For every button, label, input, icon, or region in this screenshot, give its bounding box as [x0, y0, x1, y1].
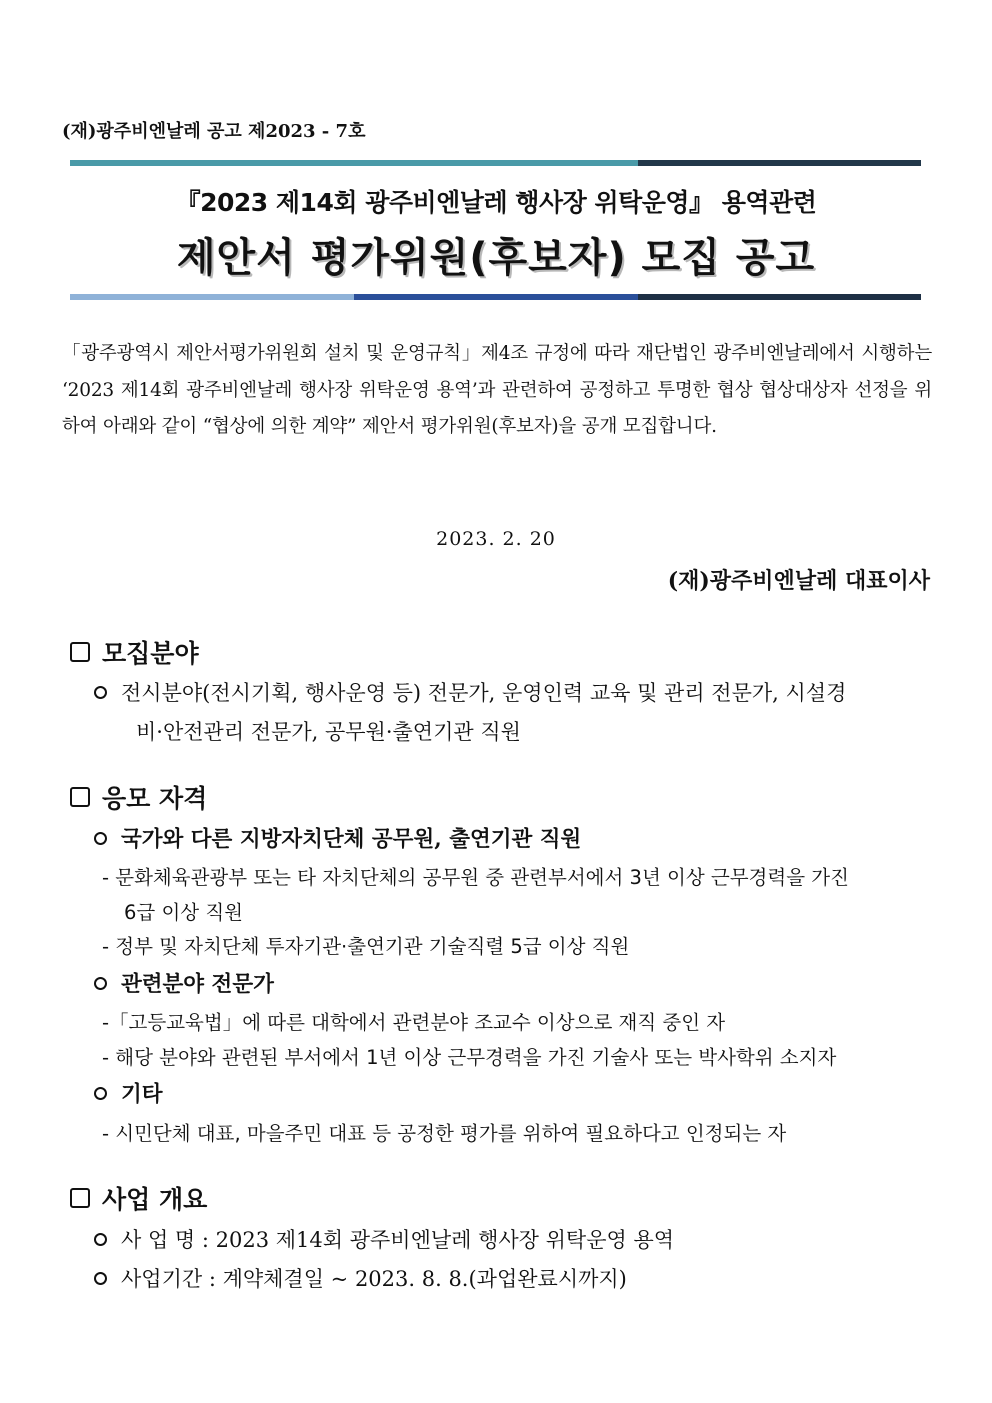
- overview-project-period-text: 사업기간 : 계약체결일 ~ 2023. 8. 8.(과업완료시까지): [121, 1267, 627, 1291]
- bottom-rule-royal: [354, 294, 638, 300]
- circle-bullet-icon: [94, 686, 107, 699]
- bottom-rule-navy: [638, 294, 921, 300]
- top-rule: [70, 160, 921, 166]
- section-qualification-title: 응모 자격: [102, 784, 208, 813]
- section-qualification-heading: [70, 779, 207, 815]
- circle-bullet-icon: [94, 1087, 107, 1100]
- qualification-group-1: [94, 822, 581, 853]
- qualification-group-2-title: 관련분야 전문가: [121, 972, 274, 997]
- overview-project-name-text: 사 업 명 : 2023 제14회 광주비엔날레 행사장 위탁운영 용역: [121, 1228, 675, 1252]
- circle-bullet-icon: [94, 1233, 107, 1246]
- notice-date: 2023. 2. 20: [436, 528, 556, 550]
- overview-project-period: [94, 1263, 627, 1293]
- bottom-rule-light-blue: [70, 294, 354, 300]
- qualification-group-1-title: 국가와 다른 지방자치단체 공무원, 출연기관 직원: [121, 827, 582, 852]
- qualification-group-3-item-1: - 시민단체 대표, 마을주민 대표 등 공정한 평가를 위하여 필요하다고 인정되는 자: [102, 1122, 787, 1145]
- issuer-signature: (재)광주비엔날레 대표이사: [667, 568, 930, 594]
- section-overview-heading: [70, 1180, 207, 1216]
- qualification-group-1-item-1-continuation: 6급 이상 직원: [124, 901, 243, 924]
- checkbox-square-icon: [70, 642, 90, 662]
- overview-project-name: [94, 1224, 674, 1254]
- section-overview-title: 사업 개요: [102, 1185, 208, 1214]
- circle-bullet-icon: [94, 1272, 107, 1285]
- recruit-bullet-continuation: 비·안전관리 전문가, 공무원·출연기관 직원: [136, 720, 521, 744]
- qualification-group-1-item-1: - 문화체육관광부 또는 타 자치단체의 공무원 중 관련부서에서 3년 이상 근무경력을 가진: [102, 866, 849, 889]
- title-line-1: 『2023 제14회 광주비엔날레 행사장 위탁운영』 용역관련: [175, 188, 817, 217]
- qualification-group-2-item-1: -「고등교육법」에 따른 대학에서 관련분야 조교수 이상으로 재직 중인 자: [102, 1011, 726, 1034]
- section-recruit-heading: [70, 634, 199, 670]
- top-rule-teal: [70, 160, 638, 166]
- bottom-rule: [70, 294, 921, 300]
- checkbox-square-icon: [70, 787, 90, 807]
- recruit-bullet: [94, 677, 846, 707]
- qualification-group-2: [94, 967, 274, 998]
- qualification-group-3: [94, 1077, 163, 1108]
- notice-number: (재)광주비엔날레 공고 제2023 - 7호: [62, 121, 366, 142]
- checkbox-square-icon: [70, 1188, 90, 1208]
- intro-paragraph: 「광주광역시 제안서평가위원회 설치 및 운영규칙」제4조 규정에 따라 재단법인 광주비엔날레에서 시행하는 ‘2023 제14회 광주비엔날레 행사장 위탁운영 용역’과 관련하여 공정하고 투명한 협상 협상대상자 선정을 위하여 아래와 같이 “협상에 의한 계약” 제안서 평가위원(후보자)을 공개 모집합니다.: [62, 343, 932, 437]
- recruit-bullet-text: 전시분야(전시기획, 행사운영 등) 전문가, 운영인력 교육 및 관리 전문가, 시설경: [121, 681, 847, 705]
- title-line-2: 제안서 평가위원(후보자) 모집 공고: [176, 235, 816, 281]
- circle-bullet-icon: [94, 977, 107, 990]
- qualification-group-3-title: 기타: [121, 1082, 163, 1107]
- qualification-group-2-item-2: - 해당 분야와 관련된 부서에서 1년 이상 근무경력을 가진 기술사 또는 박사학위 소지자: [102, 1046, 837, 1069]
- top-rule-dark: [638, 160, 921, 166]
- circle-bullet-icon: [94, 832, 107, 845]
- section-recruit-title: 모집분야: [102, 639, 199, 668]
- qualification-group-1-item-2: - 정부 및 자치단체 투자기관·출연기관 기술직렬 5급 이상 직원: [102, 935, 630, 958]
